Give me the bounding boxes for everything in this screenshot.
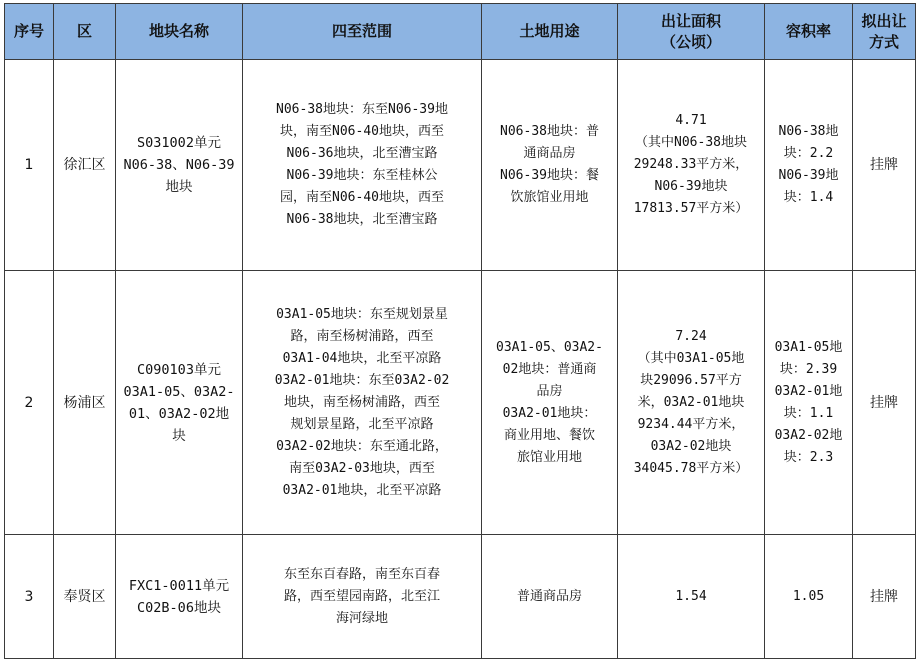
table-header-row (5, 4, 916, 60)
cell-method: 挂牌 (853, 60, 916, 271)
cell-land-use: N06-38地块：普 通商品房 N06-39地块：餐 饮旅馆业用地 (482, 60, 618, 271)
land-parcel-table (4, 3, 916, 659)
header-land-use: 土地用途 (482, 4, 618, 60)
cell-plot-ratio: N06-38地 块：2.2 N06-39地 块：1.4 (765, 60, 853, 271)
cell-index: 2 (5, 271, 54, 535)
header-area: 出让面积 （公顷） (618, 4, 765, 60)
cell-index: 1 (5, 60, 54, 271)
cell-area: 1.54 (618, 535, 765, 659)
cell-index: 3 (5, 535, 54, 659)
header-parcel-name: 地块名称 (116, 4, 243, 60)
table-row (5, 271, 916, 535)
cell-boundaries: N06-38地块：东至N06-39地 块，南至N06-40地块，西至 N06-36地块，北至漕宝路 N06-39地块：东至桂林公 园，南至N06-40地块，西至 N06-38地块，北至漕宝路 (243, 60, 482, 271)
cell-plot-ratio: 03A1-05地 块：2.39 03A2-01地 块：1.1 03A2-02地 块：2.3 (765, 271, 853, 535)
header-method: 拟出让 方式 (853, 4, 916, 60)
cell-parcel-name: C090103单元 03A1-05、03A2- 01、03A2-02地 块 (116, 271, 243, 535)
cell-area: 7.24 （其中03A1-05地 块29096.57平方 米，03A2-01地块 9234.44平方米， 03A2-02地块 34045.78平方米） (618, 271, 765, 535)
cell-parcel-name: S031002单元 N06-38、N06-39 地块 (116, 60, 243, 271)
cell-boundaries: 东至东百春路，南至东百春 路，西至望园南路，北至江 海河绿地 (243, 535, 482, 659)
cell-method: 挂牌 (853, 535, 916, 659)
cell-land-use: 03A1-05、03A2- 02地块：普通商 品房 03A2-01地块： 商业用地、餐饮 旅馆业用地 (482, 271, 618, 535)
header-plot-ratio: 容积率 (765, 4, 853, 60)
table-row (5, 60, 916, 271)
cell-method: 挂牌 (853, 271, 916, 535)
cell-district: 奉贤区 (54, 535, 116, 659)
header-boundaries: 四至范围 (243, 4, 482, 60)
cell-district: 徐汇区 (54, 60, 116, 271)
cell-land-use: 普通商品房 (482, 535, 618, 659)
cell-plot-ratio: 1.05 (765, 535, 853, 659)
table-row (5, 535, 916, 659)
cell-district: 杨浦区 (54, 271, 116, 535)
cell-boundaries: 03A1-05地块：东至规划景星 路，南至杨树浦路，西至 03A1-04地块，北至平凉路 03A2-01地块：东至03A2-02 地块，南至杨树浦路，西至 规划景星路，北至平凉路 03A2-02地块：东至通北路， 南至03A2-03地块，西至 03A2-01地块，北至平凉路 (243, 271, 482, 535)
header-index: 序号 (5, 4, 54, 60)
header-district: 区 (54, 4, 116, 60)
cell-parcel-name: FXC1-0011单元 C02B-06地块 (116, 535, 243, 659)
cell-area: 4.71 （其中N06-38地块 29248.33平方米， N06-39地块 17813.57平方米） (618, 60, 765, 271)
